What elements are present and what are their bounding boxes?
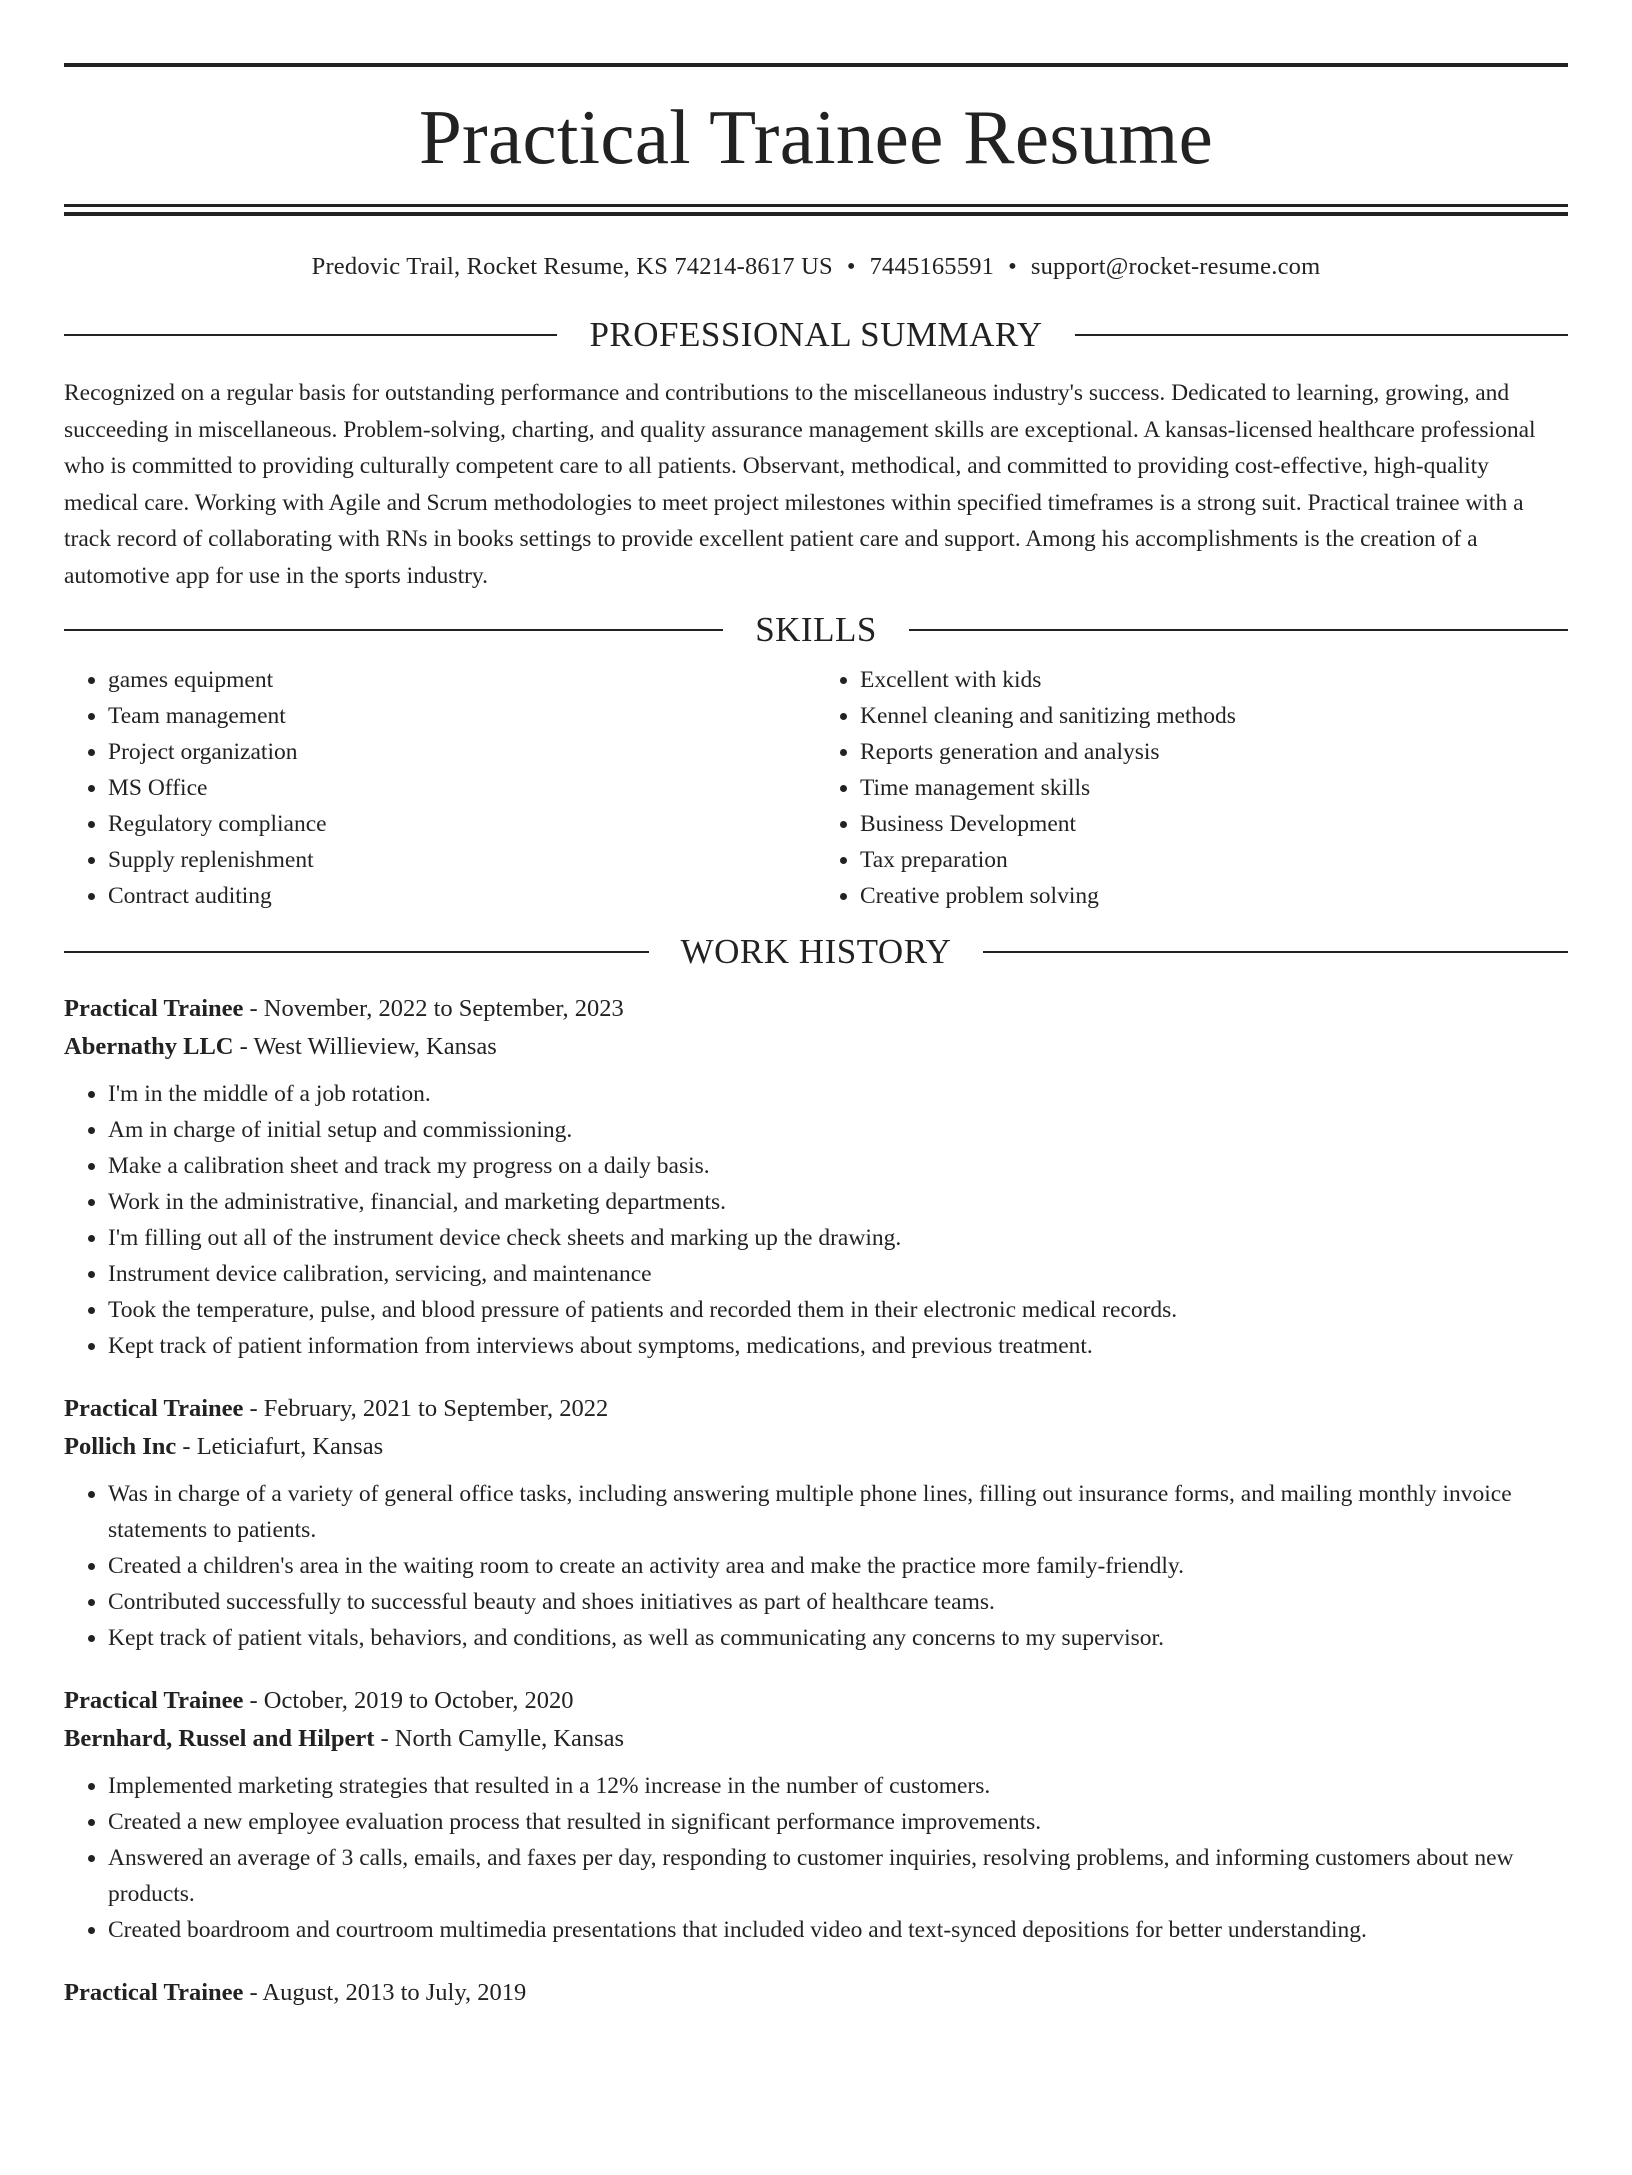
skills-list <box>64 662 1568 914</box>
job-duty-item: • Answered an average of 3 calls, emails, and faxes per day, responding to customer inquiries, resolving problems, and informing customers about new products. <box>108 1840 1568 1912</box>
job-company: Pollich Inc <box>64 1433 177 1460</box>
job-title-line <box>64 990 1568 1028</box>
job-dates: - October, 2019 to October, 2020 <box>243 1687 574 1714</box>
job-duty-item: • Was in charge of a variety of general office tasks, including answering multiple phone lines, filling out insurance forms, and mailing monthly invoice statements to patients. <box>108 1476 1568 1548</box>
contact-email[interactable]: support@rocket-resume.com <box>1030 253 1321 280</box>
job-duty-item: • I'm in the middle of a job rotation. <box>108 1076 1568 1112</box>
skill-item: • Regulatory compliance <box>108 806 816 842</box>
heading-rule <box>909 629 1568 631</box>
skill-item: • Creative problem solving <box>860 878 1568 914</box>
job-location: - Leticiafurt, Kansas <box>176 1433 384 1460</box>
job-duty-item: • Took the temperature, pulse, and blood pressure of patients and recorded them in their electronic medical records. <box>108 1292 1568 1328</box>
job-duty-item: • Created a children's area in the waiting room to create an activity area and make the practice more family-friendly. <box>108 1548 1568 1584</box>
contact-separator: • <box>1008 253 1017 280</box>
job-company: Abernathy LLC <box>64 1033 234 1060</box>
job-duties <box>64 1476 1568 1656</box>
skill-item: • MS Office <box>108 770 816 806</box>
skill-item: • Kennel cleaning and sanitizing methods <box>860 698 1568 734</box>
job-duties <box>64 1768 1568 1948</box>
job-dates: - February, 2021 to September, 2022 <box>243 1395 609 1422</box>
contact-phone: 7445165591 <box>869 253 995 280</box>
heading-rule <box>64 629 723 631</box>
job-duty-item: • Make a calibration sheet and track my progress on a daily basis. <box>108 1148 1568 1184</box>
skill-item: • Project organization <box>108 734 816 770</box>
job-duty-item: • I'm filling out all of the instrument device check sheets and marking up the drawing. <box>108 1220 1568 1256</box>
job-title: Practical Trainee <box>64 1687 244 1714</box>
job-company-line <box>64 1428 1568 1466</box>
skill-item: • games equipment <box>108 662 816 698</box>
contact-line <box>64 252 1568 282</box>
job-duty-item: • Created a new employee evaluation process that resulted in significant performance improvements. <box>108 1804 1568 1840</box>
job-location: - West Willieview, Kansas <box>233 1033 497 1060</box>
job-title: Practical Trainee <box>64 995 244 1022</box>
heading-rule <box>1075 334 1568 336</box>
job-entry <box>64 1682 1568 1948</box>
skill-item: • Reports generation and analysis <box>860 734 1568 770</box>
job-title: Practical Trainee <box>64 1395 244 1422</box>
resume-title: Practical Trainee Resume <box>418 94 1214 180</box>
heading-rule <box>983 951 1568 953</box>
job-company: Bernhard, Russel and Hilpert <box>64 1725 375 1752</box>
job-duty-item: • Work in the administrative, financial, and marketing departments. <box>108 1184 1568 1220</box>
contact-address: Predovic Trail, Rocket Resume, KS 74214-8617 US <box>311 253 833 280</box>
job-title-line <box>64 1390 1568 1428</box>
job-duties <box>64 1076 1568 1364</box>
section-title: SKILLS <box>755 610 877 649</box>
section-title: WORK HISTORY <box>680 932 952 971</box>
job-company-line <box>64 1028 1568 1066</box>
job-title: Practical Trainee <box>64 1979 244 2006</box>
job-entry <box>64 990 1568 1364</box>
skill-item: • Tax preparation <box>860 842 1568 878</box>
skill-item: • Supply replenishment <box>108 842 816 878</box>
contact-separator: • <box>846 253 856 280</box>
job-duty-item: • Created boardroom and courtroom multimedia presentations that included video and text-synced depositions for better understanding. <box>108 1912 1568 1948</box>
skill-item: • Time management skills <box>860 770 1568 806</box>
double-rule <box>64 204 1568 216</box>
section-title: PROFESSIONAL SUMMARY <box>589 315 1043 354</box>
job-company-line <box>64 1720 1568 1758</box>
heading-rule <box>64 951 649 953</box>
job-duty-item: • Kept track of patient information from interviews about symptoms, medications, and previous treatment. <box>108 1328 1568 1364</box>
job-title-line <box>64 1974 1568 2012</box>
skills-column-left <box>64 662 816 914</box>
job-entry <box>64 1390 1568 1656</box>
job-duty-item: • Am in charge of initial setup and commissioning. <box>108 1112 1568 1148</box>
job-duty-item: • Kept track of patient vitals, behaviors, and conditions, as well as communicating any concerns to my supervisor. <box>108 1620 1568 1656</box>
resume-page <box>0 63 1632 2175</box>
work-heading <box>64 932 1568 972</box>
summary-text: Recognized on a regular basis for outstanding performance and contributions to the miscellaneous industry's success. Dedicated to learning, growing, and succeeding in miscellaneous. Problem-solving, charting, and quality assurance management skills are exceptional. A kansas-licensed healthcare professional who is committed to providing culturally competent care to all patients. Observant, methodical, and committed to providing cost-effective, high-quality medical care. Working with Agile and Scrum methodologies to meet project milestones within specified timeframes is a strong suit. Practical trainee with a track record of collaborating with RNs in books settings to provide excellent patient care and support. Among his accomplishments is the creation of a automotive app for use in the sports industry. <box>64 380 1536 589</box>
work-history-list <box>64 990 1568 2012</box>
job-duty-item: • Instrument device calibration, servicing, and maintenance <box>108 1256 1568 1292</box>
job-entry <box>64 1974 1568 2012</box>
heading-rule <box>64 334 557 336</box>
top-rule <box>64 63 1568 67</box>
job-title-line <box>64 1682 1568 1720</box>
skill-item: • Excellent with kids <box>860 662 1568 698</box>
job-dates: - August, 2013 to July, 2019 <box>243 1979 527 2006</box>
skills-column-right <box>816 662 1568 914</box>
skill-item: • Business Development <box>860 806 1568 842</box>
summary-heading <box>64 315 1568 355</box>
job-duty-item: • Implemented marketing strategies that resulted in a 12% increase in the number of customers. <box>108 1768 1568 1804</box>
skills-heading <box>64 610 1568 650</box>
skill-item: • Team management <box>108 698 816 734</box>
skill-item: • Contract auditing <box>108 878 816 914</box>
job-location: - North Camylle, Kansas <box>374 1725 625 1752</box>
job-dates: - November, 2022 to September, 2023 <box>243 995 624 1022</box>
job-duty-item: • Contributed successfully to successful beauty and shoes initiatives as part of healthcare teams. <box>108 1584 1568 1620</box>
